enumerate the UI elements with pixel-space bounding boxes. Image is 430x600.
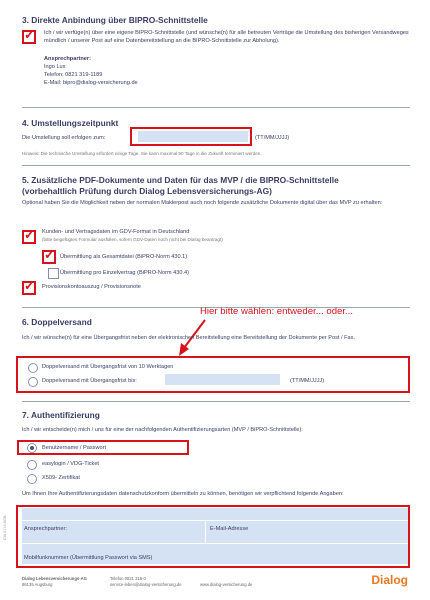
- section-5-title: 5. Zusätzliche PDF-Dokumente und Daten für das MVP / die BIPRO-Schnittstelle: [22, 175, 339, 185]
- divider: [22, 401, 410, 402]
- contact-email: E-Mail: bipro@dialog-versicherung.de: [44, 80, 138, 86]
- footer-phone: Telefon 0821 319-0: [110, 576, 146, 581]
- field-divider: [22, 520, 408, 521]
- radio-x509[interactable]: [27, 474, 37, 484]
- radio-until-date-label: Doppelversand mit Übergangsfrist bis:: [42, 378, 137, 384]
- date-format: (TT/MM/JJJJ): [290, 378, 325, 384]
- field-divider: [205, 520, 206, 543]
- switch-hint: Hinweis: Die technische Umstellung erfordert einige Tage. Sie kann maximal 90 Tage in die Zukunft terminiert werden.: [22, 151, 262, 156]
- check-icon: ✓: [44, 247, 55, 262]
- auth-note: Um Ihnen Ihre Authentifizierungsdaten datenschutzkonform übermitteln zu können, benötigen wir verpflichtend folgende Angaben:: [22, 491, 344, 497]
- contact-person-field[interactable]: Ansprechpartner:: [24, 526, 67, 532]
- callout-text: Hier bitte wählen: entweder... oder...: [200, 306, 354, 317]
- gdv-data-label: Kunden- und Vertragsdaten im GDV-Format in Deutschland: [42, 229, 190, 235]
- section-5-intro: Optional haben Sie die Möglichkeit neben der normalen Maklerpost auch noch folgende zusätzliche Dokumente digital über das MVP zu erhalten:: [22, 200, 383, 206]
- section-6-title: 6. Doppelversand: [22, 317, 92, 327]
- check-icon: ✓: [24, 27, 35, 42]
- einzelvertrag-label: Übermittlung pro Einzelvertrag (BiPRO-Norm 430.4): [60, 270, 190, 276]
- form-code: DIA 0714 AGB: [3, 515, 7, 540]
- footer-city: 86135 Augsburg: [22, 582, 53, 587]
- dialog-logo: Dialog: [371, 573, 408, 587]
- footer-web: www.dialog-versicherung.de: [200, 582, 253, 587]
- radio-10-days-label: Doppelversand mit Übergangsfrist von 10 Werktagen: [42, 364, 174, 370]
- footer-company: Dialog Lebensversicherungs-AG: [22, 576, 87, 581]
- radio-until-date[interactable]: [28, 377, 38, 387]
- date-format: (TT/MM/JJJJ): [255, 135, 290, 141]
- contact-name: Ingo Lux: [44, 64, 66, 70]
- mobile-number-field[interactable]: Mobilfunknummer (Übermittlung Passwort via SMS): [24, 555, 153, 561]
- provision-label: Provisionskontoauszug / Provisionsnote: [42, 284, 141, 290]
- radio-easylogin-label: easylogin / VDG-Ticket: [42, 461, 99, 467]
- field-divider: [22, 543, 408, 544]
- email-address-field[interactable]: E-Mail-Adresse: [210, 526, 249, 532]
- until-date-input[interactable]: [165, 374, 280, 385]
- check-icon: ✓: [24, 227, 35, 242]
- switch-date-label: Die Umstellung soll erfolgen zum:: [22, 135, 106, 141]
- section-7-title: 7. Authentifizierung: [22, 410, 100, 420]
- gdv-data-note: (bitte beigefügtes Formular ausfüllen, sofern GDV-Daten noch nicht bei Dialog beantragt): [42, 237, 223, 242]
- radio-x509-label: X509- Zertifikat: [42, 475, 80, 481]
- radio-10-days[interactable]: [28, 363, 38, 373]
- section-7-intro: Ich / wir entscheide(n) mich / uns für eine der nachfolgenden Authentifizierungsarten (MVP / BiPRO-Schnittstelle):: [22, 427, 303, 433]
- footer-email: service-leben@dialog-versicherung.de: [110, 582, 182, 587]
- contact-heading: Ansprechpartner:: [44, 56, 91, 62]
- radio-username-password[interactable]: [27, 443, 37, 453]
- section-6-intro: Ich / wir wünsche(n) für eine Übergangsfrist neben der elektronischen Bereitstellung eine Bereitstellung der Dokumente per Post / Fax.: [22, 335, 356, 341]
- radio-username-password-label: Benutzername / Passwort: [42, 445, 107, 451]
- contact-phone: Telefon: 0821 319-1189: [44, 72, 103, 78]
- check-icon: ✓: [24, 278, 35, 293]
- section-3-body: Ich / wir verfüge(n) über eine eigene BIPRO-Schnittstelle (und wünsche(n) für alle betreuten Verträge die Umstellung des bisherigen Versandweges mündlich / unserer Post auf eine Datenbereitstellung an die BIPRO-Schnittstelle zur Abholung).: [44, 30, 409, 44]
- radio-easylogin[interactable]: [27, 460, 37, 470]
- section-5-subtitle: (vorbehaltlich Prüfung durch Dialog Lebensversicherungs-AG): [22, 186, 272, 196]
- section-4-title: 4. Umstellungszeitpunkt: [22, 118, 119, 128]
- gesamtdatei-label: Übermittlung als Gesamtdatei (BiPRO-Norm 430.1): [60, 254, 188, 260]
- section-3-title: 3. Direkte Anbindung über BIPRO-Schnittstelle: [22, 15, 208, 25]
